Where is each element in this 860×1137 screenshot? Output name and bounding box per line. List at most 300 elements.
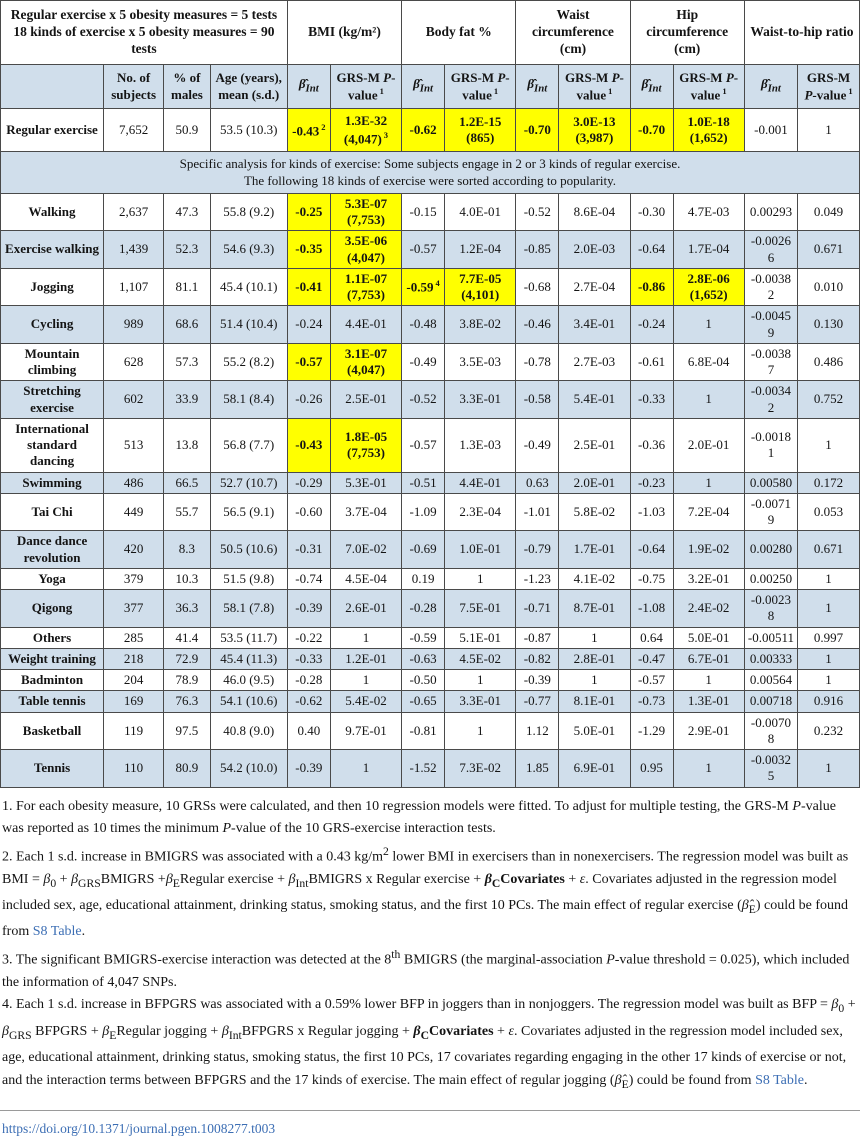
subjects-cell: 513 (104, 418, 164, 472)
value-text: -0.81 (409, 722, 437, 738)
exercise-name-cell: Badminton (1, 670, 104, 691)
value-text: 5.4E-01 (573, 391, 616, 407)
value-text: 0.671 (813, 241, 844, 257)
age-cell: 52.7 (10.7) (210, 472, 287, 493)
cell-bmi-pvalue (330, 109, 401, 152)
snp-count-text (448, 287, 512, 303)
value-text: 3.4E-01 (573, 316, 616, 332)
row-jogging (1, 268, 860, 306)
cell-whr-beta (744, 568, 797, 589)
value-text: -1.01 (523, 503, 551, 519)
value-text: 1 (591, 629, 598, 645)
value-text: -0.29 (295, 474, 323, 490)
value-text: 0.00250 (749, 570, 793, 586)
value-text: 0.049 (813, 203, 844, 219)
value-text: 5.3E-07 (344, 195, 388, 211)
cell-wc-beta (516, 531, 559, 569)
value-text: 1 (362, 629, 370, 645)
row-basketball (1, 712, 860, 750)
cell-whr-beta (744, 343, 797, 381)
measures-header-row (1, 1, 860, 65)
value-text: -0.68 (523, 278, 551, 294)
value-text: 1 (705, 316, 712, 332)
cell-bmi-beta (287, 590, 330, 628)
footnote-text: lower BMI in exercisers than in nonexercisers. The regression model was built as BMI = (2, 849, 849, 887)
value-text: 3.3E-01 (459, 391, 501, 407)
males-cell: 97.5 (164, 712, 210, 750)
note-line: The following 18 kinds of exercise were sorted according to popularity. (243, 172, 617, 188)
snp-count: (7,753) (347, 445, 385, 461)
cell-bmi-beta (287, 568, 330, 589)
value-text: 2.0E-01 (573, 474, 616, 490)
cell-bmi-beta (287, 750, 330, 788)
value-text: -0.57 (638, 672, 666, 688)
value-text: 2.8E-01 (573, 650, 616, 666)
row-walking (1, 193, 860, 231)
footnote-text: 1. For each obesity measure, 10 GRSs were calculated, and then 10 regression models were fitted. To adjust for multiple testing, the GRS-M (2, 798, 793, 814)
subjects-cell: 486 (104, 472, 164, 493)
cell-bmi-beta (287, 306, 330, 344)
snp-count-text (334, 445, 398, 461)
males-cell: 76.3 (164, 691, 210, 712)
age-cell: 53.5 (11.7) (210, 627, 287, 648)
cell-whr-beta (744, 231, 797, 269)
snp-count-text (334, 362, 398, 378)
cell-bf-pvalue (445, 231, 516, 269)
cell-wc-beta (516, 343, 559, 381)
cell-whr-pvalue (798, 691, 860, 712)
value-text: -0.22 (295, 629, 323, 645)
subjects-cell: 989 (104, 306, 164, 344)
footnote-text: E (172, 876, 180, 890)
cell-bf-pvalue (445, 193, 516, 231)
males-cell: 50.9 (164, 109, 210, 152)
note-line: Specific analysis for kinds of exercise: Some subjects engage in 2 or 3 kinds of regular exercise. (179, 156, 681, 172)
footnote-text: C (491, 876, 501, 890)
snp-count: (4,047) (343, 131, 382, 147)
footnote-text: E (621, 1077, 629, 1091)
value-text: 1 (591, 672, 598, 688)
cell-bmi-pvalue (330, 712, 401, 750)
value-text: 1 (705, 474, 712, 490)
value-text: 1.0E-01 (459, 541, 501, 557)
footnote-text: β̂ (614, 1072, 622, 1088)
value-text: 2.8E-06 (687, 270, 730, 286)
grsm-pvalue-header: GRS-M P-value $^1$ (330, 64, 401, 109)
value-text: 1.2E-01 (345, 650, 387, 666)
cell-wc-beta (516, 670, 559, 691)
cell-bf-beta (402, 493, 445, 531)
value-text: -0.24 (638, 316, 666, 332)
subjects-cell: 420 (104, 531, 164, 569)
value-text: 0.130 (813, 316, 844, 332)
value-text: -0.58 (523, 391, 551, 407)
value-text: 4.7E-03 (687, 203, 730, 219)
cell-wc-beta (516, 268, 559, 306)
cell-bmi-beta (287, 268, 330, 306)
beta-int-header: $\betâ_{Int}$ (744, 64, 797, 109)
cell-bmi-beta (287, 381, 330, 419)
cell-whr-pvalue (798, 493, 860, 531)
subjects-header: No. of subjects (104, 64, 164, 109)
value-text: -0.24 (295, 316, 323, 332)
value-text: 4.5E-02 (459, 650, 501, 666)
exercise-name-cell: Swimming (1, 472, 104, 493)
cell-hc-beta (630, 109, 673, 152)
value-text: -0.00382 (750, 270, 791, 303)
age-cell: 54.6 (9.3) (210, 231, 287, 269)
footnote-marker: 3 (383, 129, 389, 140)
footnote-text: 2 (383, 844, 389, 858)
males-cell: 72.9 (164, 648, 210, 669)
cell-bmi-pvalue (330, 670, 401, 691)
cell-bmi-pvalue (330, 472, 401, 493)
cell-bf-beta (402, 590, 445, 628)
cell-bmi-pvalue (330, 590, 401, 628)
footnote-text: β (831, 997, 839, 1013)
row-mountain-climbing (1, 343, 860, 381)
cell-wc-beta (516, 493, 559, 531)
cell-hc-beta (630, 231, 673, 269)
age-cell: 54.1 (10.6) (210, 691, 287, 712)
footnote-text: P (792, 798, 801, 814)
cell-bmi-beta (287, 418, 330, 472)
males-cell: 55.7 (164, 493, 210, 531)
measure-header-whr: Waist-to-hip ratio (744, 1, 859, 65)
snp-count-text (334, 130, 398, 148)
cell-bmi-beta (287, 109, 330, 152)
age-cell: 50.5 (10.6) (210, 531, 287, 569)
footnote-text: GRS (78, 876, 101, 890)
cell-bmi-pvalue (330, 627, 401, 648)
value-text: 0.64 (640, 629, 663, 645)
cell-hc-pvalue (673, 531, 744, 569)
subjects-cell: 449 (104, 493, 164, 531)
grsm-pvalue-header: GRS-M P-value $^1$ (559, 64, 630, 109)
cell-hc-beta (630, 568, 673, 589)
value-text: 1 (825, 600, 832, 616)
exercise-name-cell: Walking (1, 193, 104, 231)
value-text: 1 (825, 570, 832, 586)
footnote-text: BFPGRS x Regular jogging + (241, 1023, 414, 1039)
cell-hc-beta (630, 343, 673, 381)
value-text: -0.00708 (750, 714, 791, 746)
cell-wc-pvalue (559, 343, 630, 381)
footnote-text: Covariates (500, 871, 565, 887)
value-text: -0.39 (295, 600, 323, 616)
subjects-cell: 285 (104, 627, 164, 648)
footnote-text: + (56, 871, 72, 887)
cell-bmi-pvalue (330, 268, 401, 306)
age-cell: 55.8 (9.2) (210, 193, 287, 231)
cell-hc-pvalue (673, 472, 744, 493)
cell-wc-beta (516, 568, 559, 589)
row-qigong (1, 590, 860, 628)
cell-wc-pvalue (559, 712, 630, 750)
cell-bmi-pvalue (330, 691, 401, 712)
cell-wc-pvalue (559, 418, 630, 472)
cell-whr-pvalue (798, 306, 860, 344)
cell-hc-beta (630, 691, 673, 712)
cell-wc-pvalue (559, 472, 630, 493)
value-text: -1.52 (409, 760, 437, 776)
row-table-tennis (1, 691, 860, 712)
subjects-cell: 204 (104, 670, 164, 691)
value-text: 1.3E-03 (459, 437, 501, 453)
footnote-text: P (606, 952, 615, 968)
value-text: 0.63 (525, 474, 549, 490)
value-text: 1 (825, 437, 832, 453)
exercise-name-cell: Mountain climbing (1, 343, 104, 381)
value-text: 2.5E-01 (573, 437, 616, 453)
cell-bf-pvalue (445, 712, 516, 750)
cell-wc-pvalue (559, 306, 630, 344)
snp-count: (3,987) (575, 130, 614, 146)
cell-hc-pvalue (673, 691, 744, 712)
cell-wc-pvalue (559, 648, 630, 669)
footnote-text: . Covariates adjusted in the regression model included sex, age, educational attainment, drinking status, smoking status, and the first 10 PCs. The main effect of regular exercise ( (2, 871, 837, 913)
footnote-text: BMIGRS + (100, 871, 166, 887)
measure-header-waist: Waist circumference (cm) (516, 1, 630, 65)
age-cell: 58.1 (8.4) (210, 381, 287, 419)
value-text: 0.010 (813, 278, 844, 294)
kinds-note-text (1, 152, 860, 194)
footnote-text: β (71, 871, 79, 887)
cell-whr-beta (744, 627, 797, 648)
row-regular-exercise (1, 109, 860, 152)
cell-hc-beta (630, 493, 673, 531)
footnote-text: β (288, 871, 296, 887)
cell-bf-pvalue (445, 109, 516, 152)
exercise-name-cell: Qigong (1, 590, 104, 628)
measure-header-bodyfat: Body fat % (402, 1, 516, 65)
cell-wc-pvalue (559, 109, 630, 152)
value-text: -1.03 (638, 503, 666, 519)
beta-int-header: $\betâ_{Int}$ (402, 64, 445, 109)
cell-whr-beta (744, 531, 797, 569)
footnote-text: 4. Each 1 s.d. increase in BFPGRS was associated with a 0.59% lower BFP in joggers than in nonjoggers. The regression model was built as BFP = (2, 997, 832, 1013)
corner-cell (1, 64, 104, 109)
exercise-name-cell: Dance dance revolution (1, 531, 104, 569)
cell-bmi-beta (287, 627, 330, 648)
cell-bf-beta (402, 712, 445, 750)
value-text: -0.46 (523, 316, 551, 332)
footnote-text: β (484, 871, 492, 887)
footnote-text: Covariates (429, 1023, 494, 1039)
cell-whr-pvalue (798, 590, 860, 628)
footnote-text: E (748, 902, 756, 916)
footnote-text: 3. The significant BMIGRS-exercise interaction was detected at the 8 (2, 952, 392, 968)
age-cell: 53.5 (10.3) (210, 109, 287, 152)
value-text: 0.671 (813, 541, 844, 557)
value-text: -0.15 (409, 203, 437, 219)
cell-wc-beta (516, 381, 559, 419)
footnote-text: 0 (838, 1002, 845, 1016)
cell-wc-pvalue (559, 568, 630, 589)
footnote-text: ) could be found from (2, 897, 848, 940)
value-text: 2.5E-01 (345, 391, 387, 407)
cell-hc-beta (630, 381, 673, 419)
cell-hc-beta (630, 750, 673, 788)
footnote-text: β (102, 1023, 110, 1039)
subheader-row (1, 64, 860, 109)
footnote-text: E (109, 1028, 117, 1042)
exercise-name-cell: Tai Chi (1, 493, 104, 531)
value-text: -0.57 (295, 353, 323, 369)
age-cell: 45.4 (10.1) (210, 268, 287, 306)
footnote-text: 0 (50, 876, 57, 890)
s8-table-link[interactable]: S8 Table (755, 1072, 805, 1088)
grsm-pvalue-header: GRS-M P-value $^1$ (798, 64, 860, 109)
value-text: -0.79 (523, 541, 551, 557)
value-text: 1.9E-02 (687, 541, 730, 557)
value-text: 0.00564 (749, 672, 793, 688)
cell-wc-pvalue (559, 691, 630, 712)
value-text: -1.29 (638, 722, 666, 738)
value-text: -0.001 (754, 122, 788, 138)
value-text: 0.232 (813, 722, 844, 738)
grsm-pvalue-header: GRS-M P-value $^1$ (445, 64, 516, 109)
value-text: 4.4E-01 (345, 316, 387, 332)
divider-rule (0, 1110, 860, 1111)
cell-whr-pvalue (798, 648, 860, 669)
footnote-text: Int (228, 1028, 242, 1042)
value-text: 6.8E-04 (687, 353, 730, 369)
cell-whr-pvalue (798, 343, 860, 381)
cell-bmi-pvalue (330, 306, 401, 344)
value-text: -0.57 (409, 241, 437, 257)
cell-hc-pvalue (673, 590, 744, 628)
males-cell: 13.8 (164, 418, 210, 472)
males-cell: 8.3 (164, 531, 210, 569)
footnote-text: Int (295, 876, 309, 890)
value-text: 7.0E-02 (345, 541, 387, 557)
snp-count-text (677, 130, 741, 146)
value-text: -0.63 (409, 650, 437, 666)
age-cell: 51.5 (9.8) (210, 568, 287, 589)
footnote-text: ε (508, 1023, 514, 1039)
males-cell: 33.9 (164, 381, 210, 419)
value-text: -0.59 (406, 279, 434, 295)
footnote-text: BFPGRS + (31, 1023, 103, 1039)
subjects-cell: 602 (104, 381, 164, 419)
males-cell: 66.5 (164, 472, 210, 493)
cell-wc-beta (516, 648, 559, 669)
footnote-text: β (43, 871, 51, 887)
age-cell: 56.8 (7.7) (210, 418, 287, 472)
cell-hc-pvalue (673, 418, 744, 472)
cell-bf-beta (402, 750, 445, 788)
value-text: 7.3E-02 (459, 760, 501, 776)
exercise-name-cell: Regular exercise (1, 109, 104, 152)
value-text: 3.7E-04 (345, 503, 387, 519)
footnote-text: BMIGRS x Regular exercise + (308, 871, 485, 887)
snp-count: (1,652) (689, 287, 728, 303)
grsm-pvalue-header: GRS-M P-value $^1$ (673, 64, 744, 109)
cell-bmi-beta (287, 531, 330, 569)
row-cycling (1, 306, 860, 344)
cell-wc-beta (516, 418, 559, 472)
value-text: 1 (705, 391, 712, 407)
cell-bmi-beta (287, 493, 330, 531)
row-swimming (1, 472, 860, 493)
snp-count-text (334, 212, 398, 228)
value-text: 3.3E-01 (459, 693, 501, 709)
value-text: -0.74 (295, 570, 323, 586)
cell-hc-pvalue (673, 109, 744, 152)
snp-count: (865) (466, 130, 495, 146)
doi-link[interactable]: https://doi.org/10.1371/journal.pgen.1008277.t003 (2, 1120, 276, 1136)
value-text: 6.7E-01 (687, 650, 730, 666)
value-text: 0.486 (813, 353, 844, 369)
value-text: -0.50 (409, 672, 437, 688)
subjects-cell: 218 (104, 648, 164, 669)
value-text: -0.35 (295, 241, 323, 257)
footnote-4 (2, 994, 858, 1095)
snp-count-text (334, 287, 398, 303)
cell-hc-beta (630, 306, 673, 344)
exercise-name-cell: Basketball (1, 712, 104, 750)
males-cell: 68.6 (164, 306, 210, 344)
value-text: -0.62 (409, 122, 437, 138)
beta-int-header: $\betâ_{Int}$ (516, 64, 559, 109)
cell-bf-pvalue (445, 268, 516, 306)
s8-table-link[interactable]: S8 Table (32, 924, 82, 940)
footnote-text: BMIGRS (the marginal-association (400, 952, 607, 968)
footnote-text: 2. Each 1 s.d. increase in BMIGRS was associated with a 0.43 kg/m (2, 849, 384, 865)
row-international-standard-dancing (1, 418, 860, 472)
snp-count: (4,101) (461, 287, 500, 303)
value-text: -0.36 (638, 437, 666, 453)
value-text: 1.2E-04 (459, 241, 501, 257)
males-cell: 52.3 (164, 231, 210, 269)
cell-whr-beta (744, 670, 797, 691)
cell-hc-beta (630, 472, 673, 493)
subjects-cell: 628 (104, 343, 164, 381)
value-text: 4.0E-01 (459, 203, 501, 219)
footnote-text: ε (579, 871, 586, 887)
measure-header-hip: Hip circumference (cm) (630, 1, 744, 65)
cell-whr-pvalue (798, 670, 860, 691)
footnote-text: . (81, 924, 86, 940)
snp-count-text (448, 130, 512, 146)
value-text: 1 (476, 722, 484, 738)
cell-whr-pvalue (798, 193, 860, 231)
cell-hc-pvalue (673, 231, 744, 269)
cell-bf-pvalue (445, 472, 516, 493)
footnote-text: β̂ (741, 897, 749, 913)
cell-bf-beta (402, 418, 445, 472)
snp-count: (1,652) (689, 130, 728, 146)
footnote-marker: 2 (321, 121, 326, 132)
value-text: -0.85 (523, 241, 551, 257)
kinds-note-row (1, 152, 860, 194)
value-text: -0.26 (295, 391, 323, 407)
footnote-text: ) could be found from (628, 1072, 756, 1088)
value-text: -0.25 (295, 203, 323, 219)
value-text: -0.64 (638, 241, 666, 257)
cell-whr-beta (744, 109, 797, 152)
footnote-2 (2, 841, 858, 944)
value-text: -0.00238 (750, 592, 791, 624)
value-text: -0.51 (409, 474, 437, 490)
value-text: -0.75 (638, 570, 666, 586)
cell-whr-beta (744, 381, 797, 419)
cell-hc-beta (630, 627, 673, 648)
cell-bf-pvalue (445, 590, 516, 628)
value-text: -0.57 (409, 437, 437, 453)
row-badminton (1, 670, 860, 691)
